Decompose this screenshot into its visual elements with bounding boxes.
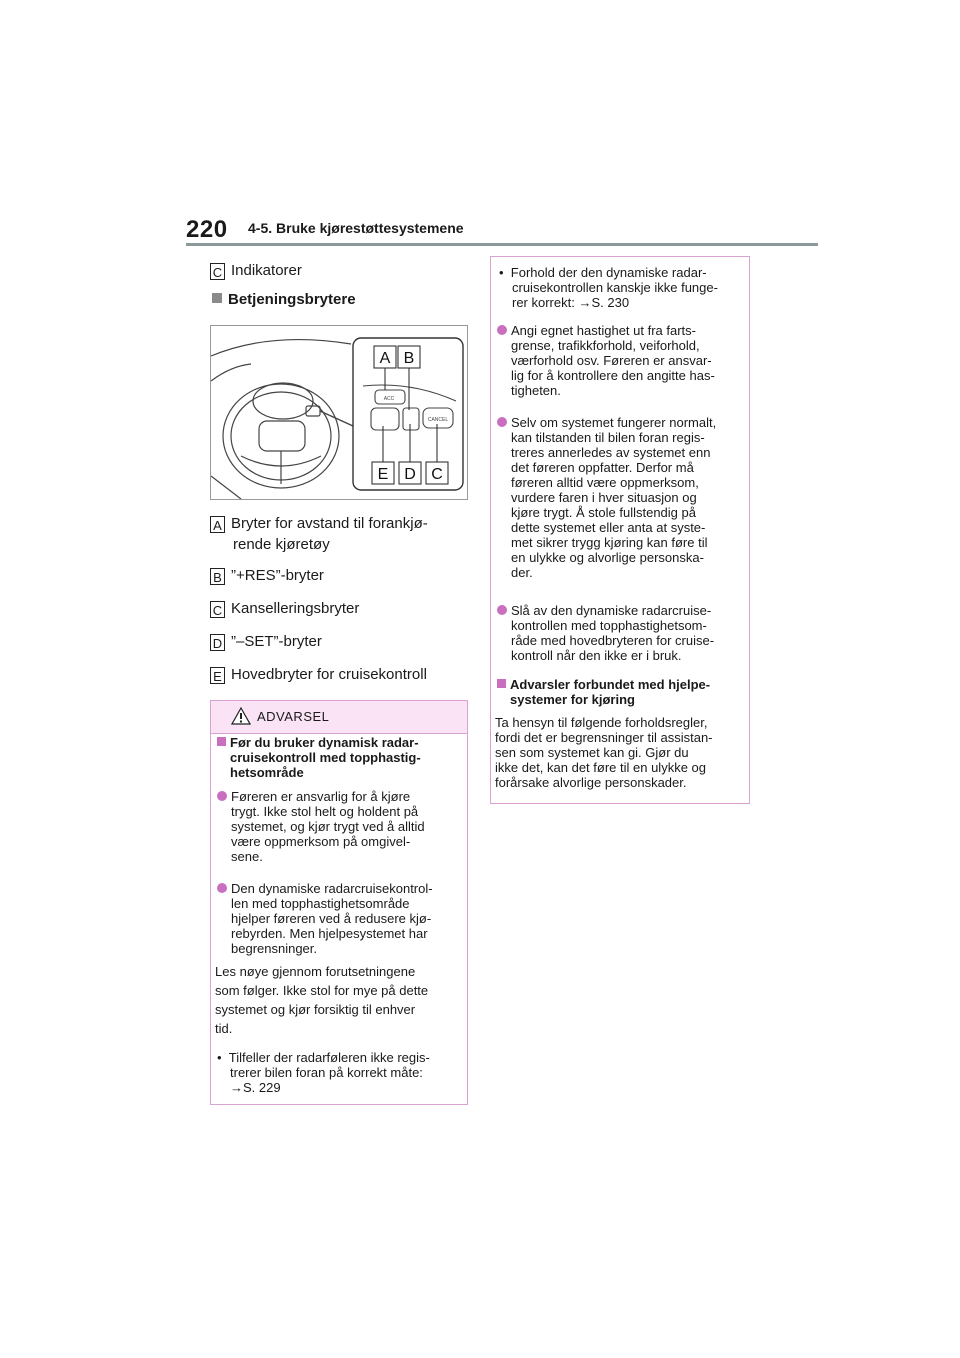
tag-e: E [210, 667, 225, 684]
right-bullet-3: Slå av den dynamiske radarcruise- kontrollen med topphastighetsom- råde med hovedbryteren for cruise- kontroll når den ikke er i bruk. [497, 603, 745, 663]
legend-item-b: B ”+RES”-bryter [210, 564, 324, 588]
subheading-betjeningsbrytere: Betjeningsbrytere [212, 291, 356, 308]
legend-item-e: E Hovedbryter for cruisekontroll [210, 663, 427, 687]
warning-box [210, 700, 468, 1105]
legend-item-a: A Bryter for avstand til forankjø- [210, 512, 428, 536]
figure-label-a: A [379, 350, 391, 367]
bullet-icon [497, 325, 507, 335]
warning-label: ADVARSEL [257, 709, 330, 724]
tag-c-legend: C [210, 601, 225, 618]
legend-item-a-cont: rende kjøretøy [233, 536, 330, 553]
page-number: 220 [186, 216, 228, 243]
bullet-icon [217, 791, 227, 801]
header-rule [186, 243, 818, 246]
figure-label-b: B [403, 350, 415, 367]
figure-label-e: E [377, 466, 389, 483]
warning-dot-item: • Tilfeller der radarføleren ikke regis- trerer bilen foran på korrekt måte: →S. 229 [217, 1050, 430, 1095]
bullet-icon [497, 605, 507, 615]
indicator-item [210, 259, 302, 283]
right-paragraph: Ta hensyn til følgende forholdsregler, fordi det er begrensninger til assistan- sen som systemet kan gi. Gjør du ikke det, kan det føre til en ulykke og forårsake alvorlige personskader. [495, 715, 713, 790]
svg-text:CANCEL: CANCEL [427, 417, 449, 423]
warning-bullet-2: Den dynamiske radarcruisekontrol- len med topphastighetsområde hjelper føreren ved å redusere kjø- rebyrden. Men hjelpesystemet har begrensninger. [217, 881, 463, 956]
arrow-right-icon: → [578, 295, 592, 310]
warning-paragraph: Les nøye gjennom forutsetningene som følger. Ikke stol for mye på dette systemet og kjør forsiktig til enhver tid. [215, 964, 429, 1036]
legend-item-c: C Kanselleringsbryter [210, 597, 359, 621]
bullet-icon [497, 417, 507, 427]
right-heading: Advarsler forbundet med hjelpe- systemer for kjøring [497, 677, 745, 707]
continued-warning-box [490, 256, 750, 804]
legend-item-d: D ”–SET”-bryter [210, 630, 322, 654]
figure-label-d: D [404, 466, 416, 483]
indicator-label: Indikatorer [231, 262, 302, 280]
tag-b: B [210, 568, 225, 585]
tag-d: D [210, 634, 225, 651]
warning-bullet-1: Føreren er ansvarlig for å kjøre trygt. Ikke stol helt og holdent på systemet, og kjør trygt ved å alltid være oppmerksom på omgivel- sene. [217, 789, 463, 864]
right-dot-item: • Forhold der den dynamiske radar- cruisekontrollen kanskje ikke funge- rer korrekt: →S. 230 [499, 265, 718, 310]
right-bullet-1: Angi egnet hastighet ut fra farts- grense, trafikkforhold, veiforhold, værforhold osv. Føreren er ansvar- lig for å kontrollere den angitte has- tigheten. [497, 323, 745, 398]
steering-wheel-figure [210, 325, 468, 500]
section-title: 4-5. Bruke kjørestøttesystemene [248, 220, 464, 236]
warning-header [211, 701, 467, 734]
warning-triangle-icon [231, 707, 251, 725]
right-bullet-2: Selv om systemet fungerer normalt, kan tilstanden til bilen foran regis- treres annerledes av systemet enn det føreren oppfatter. Derfor må føreren alltid være oppmerksom, vurdere faren i hver situasjon og kjøre trygt. Å stole fullstendig på dette systemet eller anta at syste- met sikrer trygg kjøring kan føre til en ulykke og alvorlige personska- der. [497, 415, 745, 580]
bullet-icon [217, 883, 227, 893]
warning-heading: Før du bruker dynamisk radar- cruisekontroll med topphastig- hetsområde [217, 735, 463, 780]
square-bullet-icon [217, 737, 226, 746]
arrow-right-icon: → [230, 1080, 243, 1095]
tag-c: C [210, 263, 225, 280]
page-ref-link[interactable]: S. 230 [591, 295, 630, 310]
steering-wheel-illustration [211, 326, 467, 499]
figure-label-c: C [431, 466, 443, 483]
square-bullet-icon [212, 293, 222, 303]
square-bullet-icon [497, 679, 506, 688]
svg-text:ACC: ACC [383, 396, 395, 402]
tag-a: A [210, 516, 225, 533]
page-ref-link[interactable]: S. 229 [243, 1080, 281, 1095]
